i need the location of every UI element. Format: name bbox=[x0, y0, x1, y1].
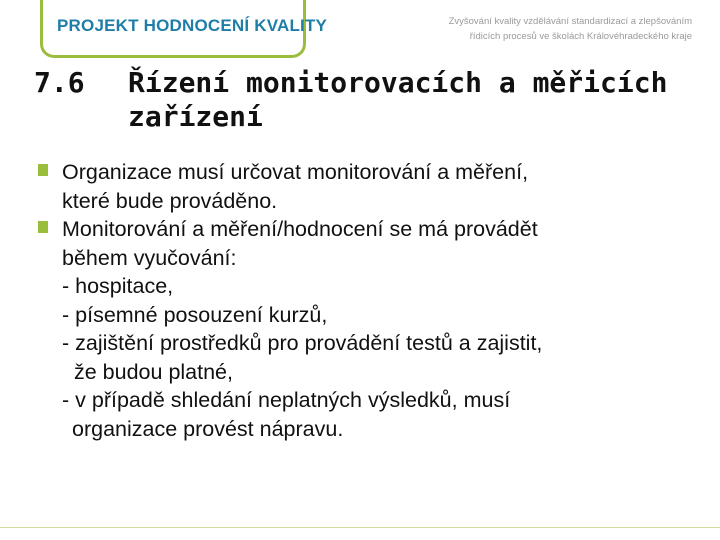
bullet-1-line-1: Organizace musí určovat monitorování a měření, bbox=[62, 160, 529, 184]
subtitle-line-2: řídicích procesů ve školách Královéhradeckého kraje bbox=[469, 31, 692, 42]
logo-text: PROJEKT HODNOCENÍ KVALITY bbox=[57, 16, 328, 35]
project-logo bbox=[40, 0, 328, 58]
bullet-item-2 bbox=[34, 215, 704, 272]
title-line-2: zařízení bbox=[128, 100, 263, 133]
bullet-2-line-2: během vyučování: bbox=[62, 245, 237, 270]
slide-content bbox=[34, 158, 704, 443]
bullet-item-1 bbox=[34, 158, 704, 215]
title-line-1: Řízení monitorovacích a měřicích bbox=[128, 66, 668, 99]
footer-divider bbox=[0, 527, 720, 528]
list-item-posouzeni: - písemné posouzení kurzů, bbox=[62, 302, 328, 327]
bullet-square-icon bbox=[38, 221, 48, 233]
subtitle-line-1: Zvyšování kvality vzdělávání standardizací a zlepšováním bbox=[448, 16, 692, 27]
title-number: 7.6 bbox=[34, 66, 85, 99]
list-item-naprava: - v případě shledání neplatných výsledků, musí bbox=[62, 388, 511, 412]
bullet-2-line-1: Monitorování a měření/hodnocení se má provádět bbox=[62, 217, 538, 241]
bullet-square-icon bbox=[38, 164, 48, 176]
bullet-1-line-2: které bude prováděno. bbox=[62, 188, 278, 213]
list-item-zajisteni: - zajištění prostředků pro provádění testů a zajistit, bbox=[62, 331, 543, 355]
slide-title bbox=[34, 66, 714, 134]
list-item-zajisteni-cont: že budou platné, bbox=[74, 359, 233, 384]
list-item-hospitace: - hospitace, bbox=[62, 274, 174, 298]
header-subtitle bbox=[449, 14, 692, 44]
list-item-naprava-cont: organizace provést nápravu. bbox=[72, 416, 344, 441]
